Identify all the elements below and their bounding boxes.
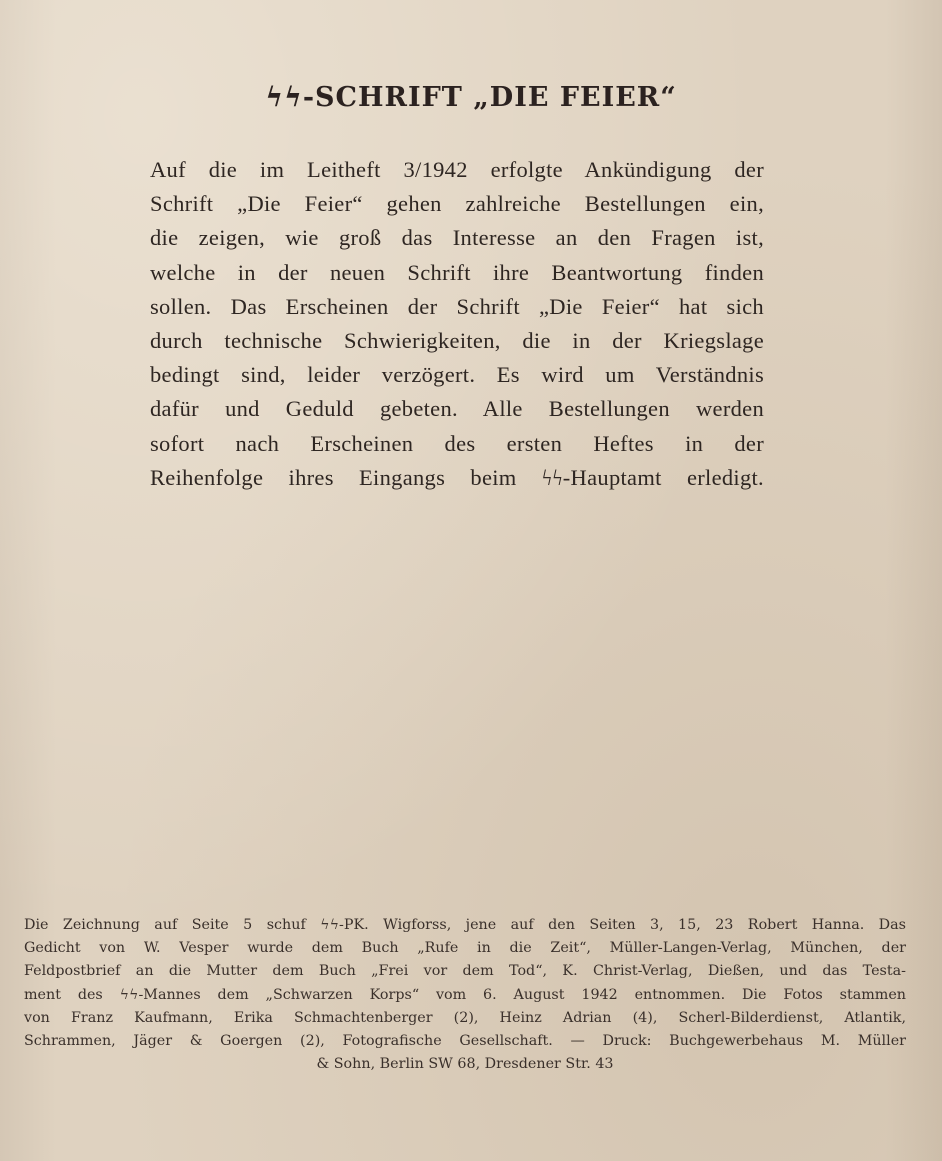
page-heading: ϟϟ-SCHRIFT „DIE FEIER“ <box>265 82 677 113</box>
body-line: Reihenfolge ihres Eingangs beim ϟϟ-Hauptamt erledigt. <box>150 464 764 490</box>
credits-line: ment des ϟϟ-Mannes dem „Schwarzen Korps“ vom 6. August 1942 entnommen. Die Fotos stammen <box>24 986 906 1003</box>
credits-line: von Franz Kaufmann, Erika Schmachtenberger (2), Heinz Adrian (4), Scherl-Bilderdienst, Atlantik, <box>24 1009 906 1026</box>
body-line: Auf die im Leitheft 3/1942 erfolgte Ankündigung der <box>150 157 764 182</box>
image-credits <box>24 914 906 1076</box>
credits-line: Gedicht von W. Vesper wurde dem Buch „Rufe in die Zeit“, Müller-Langen-Verlag, München, der <box>24 940 906 957</box>
body-paragraph <box>150 153 764 495</box>
body-line: bedingt sind, leider verzögert. Es wird um Verständnis <box>150 362 764 388</box>
credits-line: Feldpostbrief an die Mutter dem Buch „Frei vor dem Tod“, K. Christ-Verlag, Dießen, und das Testa- <box>24 963 906 980</box>
body-line: sofort nach Erscheinen des ersten Heftes in der <box>150 430 764 456</box>
body-line: dafür und Geduld gebeten. Alle Bestellungen werden <box>150 396 764 422</box>
credits-line: Schrammen, Jäger & Goergen (2), Fotografische Gesellschaft. — Druck: Buchgewerbehaus M. Müller <box>24 1033 906 1050</box>
printer-imprint: & Sohn, Berlin SW 68, Dresdener Str. 43 <box>316 1056 614 1073</box>
body-line: Schrift „Die Feier“ gehen zahlreiche Bestellungen ein, <box>150 191 764 217</box>
body-line: die zeigen, wie groß das Interesse an den Fragen ist, <box>150 225 764 251</box>
body-line: sollen. Das Erscheinen der Schrift „Die Feier“ hat sich <box>150 293 764 319</box>
credits-line: Die Zeichnung auf Seite 5 schuf ϟϟ-PK. Wigforss, jene auf den Seiten 3, 15, 23 Robert Hanna. Das <box>24 917 906 933</box>
body-line: durch technische Schwierigkeiten, die in der Kriegslage <box>150 328 764 354</box>
body-line: welche in der neuen Schrift ihre Beantwortung finden <box>150 259 764 285</box>
